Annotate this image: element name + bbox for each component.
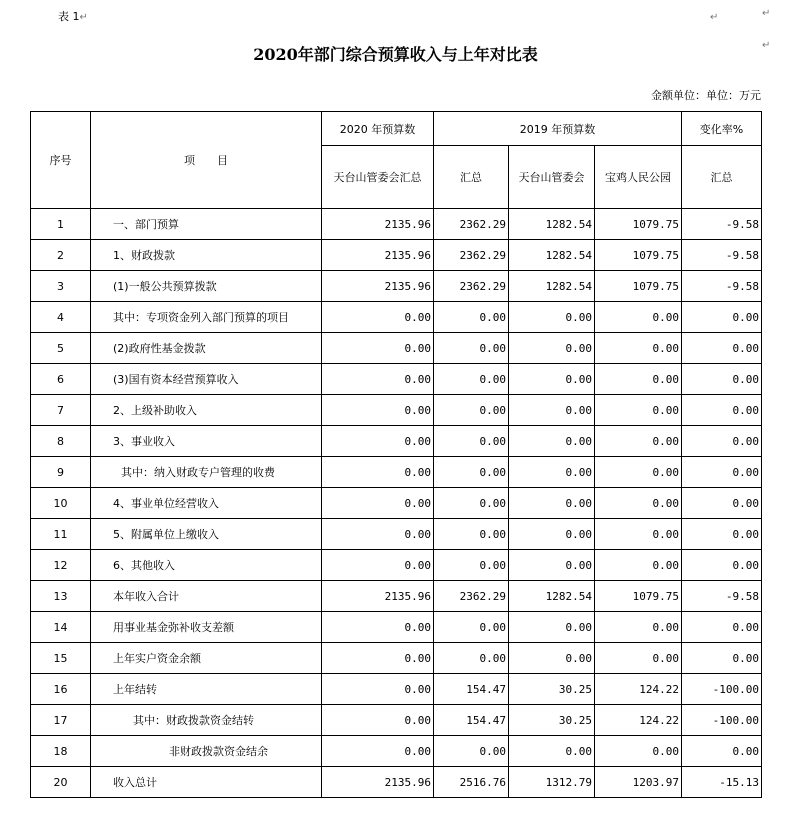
row-item-label: 上年实户资金余额 — [91, 643, 322, 674]
value-2020-total: 0.00 — [322, 488, 434, 519]
value-2019-total: 0.00 — [434, 519, 509, 550]
value-2019-park: 0.00 — [595, 612, 682, 643]
row-item-label: (1)一般公共预算拨款 — [91, 271, 322, 302]
table-row — [31, 705, 762, 736]
value-change-rate: -100.00 — [682, 674, 762, 705]
value-change-rate: -100.00 — [682, 705, 762, 736]
table-row — [31, 395, 762, 426]
value-2019-park: 0.00 — [595, 488, 682, 519]
row-number: 4 — [31, 302, 91, 333]
value-2019-tiantaishan: 1282.54 — [509, 209, 595, 240]
value-2019-total: 0.00 — [434, 488, 509, 519]
row-item-label: (3)国有资本经营预算收入 — [91, 364, 322, 395]
value-2020-total: 0.00 — [322, 426, 434, 457]
row-item-label: 其中：专项资金列入部门预算的项目 — [91, 302, 322, 333]
table-row — [31, 364, 762, 395]
header-2019-total: 汇总 — [434, 146, 509, 209]
row-item-label: 其中：财政拨款资金结转 — [91, 705, 322, 736]
value-2019-park: 0.00 — [595, 519, 682, 550]
header-change: 变化率% — [682, 112, 762, 146]
paragraph-mark: ↵ — [710, 12, 719, 23]
row-item-label: 1、财政拨款 — [91, 240, 322, 271]
unit-label: 金额单位：单位：万元 — [651, 89, 761, 102]
value-2019-tiantaishan: 0.00 — [509, 550, 595, 581]
header-change-total: 汇总 — [682, 146, 762, 209]
value-change-rate: 0.00 — [682, 333, 762, 364]
value-2020-total: 2135.96 — [322, 240, 434, 271]
value-2019-total: 0.00 — [434, 612, 509, 643]
value-2020-total: 0.00 — [322, 457, 434, 488]
value-2019-tiantaishan: 0.00 — [509, 519, 595, 550]
value-2019-park: 1079.75 — [595, 240, 682, 271]
value-2020-total: 2135.96 — [322, 271, 434, 302]
value-2019-park: 1079.75 — [595, 581, 682, 612]
budget-table — [30, 111, 762, 798]
value-2019-park: 0.00 — [595, 457, 682, 488]
value-2019-total: 0.00 — [434, 395, 509, 426]
value-2019-tiantaishan: 1312.79 — [509, 767, 595, 798]
value-2020-total: 2135.96 — [322, 581, 434, 612]
value-2019-park: 0.00 — [595, 333, 682, 364]
value-2020-total: 0.00 — [322, 612, 434, 643]
value-2020-total: 0.00 — [322, 643, 434, 674]
row-number: 20 — [31, 767, 91, 798]
value-change-rate: 0.00 — [682, 395, 762, 426]
value-2019-total: 0.00 — [434, 426, 509, 457]
value-2019-total: 2362.29 — [434, 209, 509, 240]
value-2019-tiantaishan: 0.00 — [509, 364, 595, 395]
row-item-label: 一、部门预算 — [91, 209, 322, 240]
value-2019-tiantaishan: 0.00 — [509, 302, 595, 333]
value-2019-park: 0.00 — [595, 550, 682, 581]
row-number: 8 — [31, 426, 91, 457]
value-2019-park: 124.22 — [595, 705, 682, 736]
row-item-label: 非财政拨款资金结余 — [91, 736, 322, 767]
value-2019-park: 124.22 — [595, 674, 682, 705]
row-item-label: 本年收入合计 — [91, 581, 322, 612]
table-row — [31, 612, 762, 643]
table-row — [31, 736, 762, 767]
value-2019-park: 0.00 — [595, 395, 682, 426]
value-2019-total: 0.00 — [434, 550, 509, 581]
value-2019-tiantaishan: 0.00 — [509, 395, 595, 426]
paragraph-mark: ↵ — [762, 40, 771, 51]
value-change-rate: -9.58 — [682, 209, 762, 240]
header-2019-park: 宝鸡人民公园 — [595, 146, 682, 209]
table-row — [31, 240, 762, 271]
document-title: 2020年部门综合预算收入与上年对比表 — [253, 45, 538, 64]
row-item-label: 其中：纳入财政专户管理的收费 — [91, 457, 322, 488]
value-change-rate: 0.00 — [682, 519, 762, 550]
value-2020-total: 0.00 — [322, 519, 434, 550]
row-item-label: 2、上级补助收入 — [91, 395, 322, 426]
value-change-rate: -9.58 — [682, 271, 762, 302]
value-2020-total: 0.00 — [322, 736, 434, 767]
row-number: 12 — [31, 550, 91, 581]
value-change-rate: 0.00 — [682, 488, 762, 519]
value-2020-total: 0.00 — [322, 395, 434, 426]
table-row — [31, 674, 762, 705]
value-2020-total: 2135.96 — [322, 767, 434, 798]
row-item-label: 上年结转 — [91, 674, 322, 705]
header-2019-tiantaishan: 天台山管委会 — [509, 146, 595, 209]
value-change-rate: -9.58 — [682, 581, 762, 612]
header-2020-total: 天台山管委会汇总 — [322, 146, 434, 209]
value-2019-park: 0.00 — [595, 426, 682, 457]
row-number: 13 — [31, 581, 91, 612]
value-2019-park: 1079.75 — [595, 209, 682, 240]
value-2019-tiantaishan: 30.25 — [509, 674, 595, 705]
value-change-rate: -15.13 — [682, 767, 762, 798]
row-number: 3 — [31, 271, 91, 302]
value-change-rate: 0.00 — [682, 550, 762, 581]
value-2019-tiantaishan: 0.00 — [509, 612, 595, 643]
value-2019-total: 154.47 — [434, 705, 509, 736]
paragraph-mark: ↵ — [79, 12, 88, 23]
value-2019-total: 0.00 — [434, 736, 509, 767]
table-row — [31, 333, 762, 364]
table-row — [31, 271, 762, 302]
value-2020-total: 0.00 — [322, 333, 434, 364]
row-number: 2 — [31, 240, 91, 271]
row-number: 1 — [31, 209, 91, 240]
value-2019-park: 1203.97 — [595, 767, 682, 798]
table-row — [31, 209, 762, 240]
value-2019-total: 2362.29 — [434, 581, 509, 612]
value-2020-total: 2135.96 — [322, 209, 434, 240]
row-item-label: 用事业基金弥补收支差额 — [91, 612, 322, 643]
paragraph-mark: ↵ — [762, 8, 771, 19]
row-item-label: 3、事业收入 — [91, 426, 322, 457]
value-change-rate: -9.58 — [682, 240, 762, 271]
row-number: 9 — [31, 457, 91, 488]
value-2020-total: 0.00 — [322, 302, 434, 333]
header-2019: 2019 年预算数 — [434, 112, 682, 146]
value-2019-total: 0.00 — [434, 302, 509, 333]
table-row — [31, 488, 762, 519]
row-item-label: 6、其他收入 — [91, 550, 322, 581]
table-row — [31, 581, 762, 612]
table-row — [31, 767, 762, 798]
value-2019-park: 0.00 — [595, 643, 682, 674]
row-number: 5 — [31, 333, 91, 364]
table-row — [31, 550, 762, 581]
value-change-rate: 0.00 — [682, 612, 762, 643]
value-2019-total: 2362.29 — [434, 271, 509, 302]
value-2019-total: 154.47 — [434, 674, 509, 705]
row-item-label: (2)政府性基金拨款 — [91, 333, 322, 364]
row-number: 18 — [31, 736, 91, 767]
row-item-label: 收入总计 — [91, 767, 322, 798]
value-2020-total: 0.00 — [322, 674, 434, 705]
table-number: 表 1↵ — [58, 10, 88, 23]
row-number: 15 — [31, 643, 91, 674]
row-number: 11 — [31, 519, 91, 550]
table-row — [31, 519, 762, 550]
row-item-label: 4、事业单位经营收入 — [91, 488, 322, 519]
header-seq: 序号 — [31, 112, 91, 209]
value-2020-total: 0.00 — [322, 550, 434, 581]
value-2019-tiantaishan: 0.00 — [509, 457, 595, 488]
table-row — [31, 643, 762, 674]
row-number: 17 — [31, 705, 91, 736]
value-2019-total: 0.00 — [434, 643, 509, 674]
value-2019-park: 0.00 — [595, 302, 682, 333]
value-2019-total: 0.00 — [434, 333, 509, 364]
value-2019-tiantaishan: 0.00 — [509, 488, 595, 519]
value-2019-tiantaishan: 0.00 — [509, 426, 595, 457]
header-item: 项 目 — [91, 112, 322, 209]
row-number: 6 — [31, 364, 91, 395]
value-2019-tiantaishan: 30.25 — [509, 705, 595, 736]
value-2019-park: 0.00 — [595, 736, 682, 767]
value-2019-tiantaishan: 0.00 — [509, 736, 595, 767]
value-2019-tiantaishan: 1282.54 — [509, 581, 595, 612]
value-2019-total: 2362.29 — [434, 240, 509, 271]
value-2020-total: 0.00 — [322, 364, 434, 395]
value-2019-tiantaishan: 0.00 — [509, 333, 595, 364]
row-number: 7 — [31, 395, 91, 426]
value-change-rate: 0.00 — [682, 457, 762, 488]
table-row — [31, 426, 762, 457]
row-number: 10 — [31, 488, 91, 519]
value-2019-park: 0.00 — [595, 364, 682, 395]
value-2019-total: 2516.76 — [434, 767, 509, 798]
row-number: 16 — [31, 674, 91, 705]
table-row — [31, 302, 762, 333]
value-change-rate: 0.00 — [682, 426, 762, 457]
value-2020-total: 0.00 — [322, 705, 434, 736]
value-change-rate: 0.00 — [682, 736, 762, 767]
value-change-rate: 0.00 — [682, 364, 762, 395]
row-number: 14 — [31, 612, 91, 643]
value-2019-total: 0.00 — [434, 364, 509, 395]
value-2019-tiantaishan: 0.00 — [509, 643, 595, 674]
value-2019-tiantaishan: 1282.54 — [509, 240, 595, 271]
value-2019-park: 1079.75 — [595, 271, 682, 302]
value-2019-tiantaishan: 1282.54 — [509, 271, 595, 302]
value-change-rate: 0.00 — [682, 643, 762, 674]
table-row — [31, 457, 762, 488]
header-2020: 2020 年预算数 — [322, 112, 434, 146]
value-change-rate: 0.00 — [682, 302, 762, 333]
value-2019-total: 0.00 — [434, 457, 509, 488]
row-item-label: 5、附属单位上缴收入 — [91, 519, 322, 550]
